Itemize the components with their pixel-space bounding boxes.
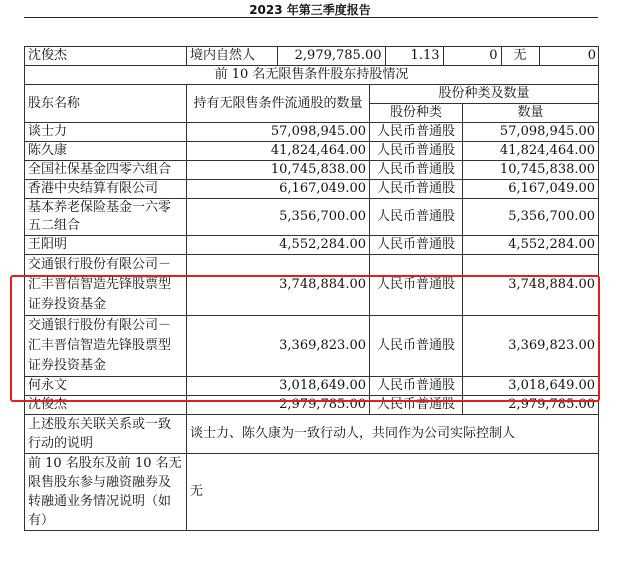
shareholder-name: 香港中央结算有限公司	[25, 180, 187, 199]
top-row	[25, 47, 599, 66]
shareholder-name: 交通银行股份有限公司－汇丰晋信智造先锋股票型证券投资基金	[25, 316, 187, 377]
unrestricted-qty: 5,356,700.00	[187, 199, 370, 236]
shareholder-name: 王阳明	[25, 236, 187, 255]
top-row-shares: 2,979,785.00	[277, 47, 385, 65]
top-row-restricted: 0	[443, 47, 501, 65]
report-title: 2023 年第三季度报告	[249, 3, 371, 17]
top-row-name: 沈俊杰	[25, 47, 187, 66]
unrestricted-qty: 3,018,649.00	[187, 377, 370, 396]
col-shareholder-header: 股东名称	[25, 85, 187, 123]
share-class: 人民币普通股	[370, 396, 463, 415]
top-row-type: 境内自然人	[187, 47, 277, 65]
table-row	[25, 199, 599, 236]
top-row-ratio: 1.13	[385, 47, 443, 65]
margin-trading-label: 前 10 名股东及前 10 名无限售股东参与融资融券及转融通业务情况说明（如有）	[25, 454, 187, 531]
unrestricted-qty: 10,745,838.00	[187, 161, 370, 180]
share-class: 人民币普通股	[370, 236, 463, 255]
shareholder-name: 沈俊杰	[25, 396, 187, 415]
share-amount: 57,098,945.00	[463, 123, 599, 142]
share-class: 人民币普通股	[370, 316, 463, 377]
column-header-row	[25, 85, 599, 104]
share-amount: 3,748,884.00	[463, 255, 599, 316]
margin-trading-text: 无	[187, 454, 599, 531]
shareholder-name: 何永文	[25, 377, 187, 396]
share-amount: 3,018,649.00	[463, 377, 599, 396]
col-share-class-header: 股份种类	[370, 104, 463, 123]
col-unrestricted-header: 持有无限售条件流通股的数量	[187, 85, 370, 123]
top-row-pledge-status: 无	[501, 47, 539, 65]
highlight-box	[10, 275, 600, 402]
unrestricted-qty: 3,369,823.00	[187, 316, 370, 377]
report-header	[0, 0, 620, 18]
margin-trading-row	[25, 454, 599, 531]
share-class: 人民币普通股	[370, 161, 463, 180]
col-share-class-group-header: 股份种类及数量	[370, 85, 599, 104]
unrestricted-qty: 41,824,464.00	[187, 142, 370, 161]
table-row	[25, 123, 599, 142]
share-amount: 3,369,823.00	[463, 316, 599, 377]
shareholder-name: 基本养老保险基金一六零五二组合	[25, 199, 187, 236]
share-amount: 2,979,785.00	[463, 396, 599, 415]
related-parties-row	[25, 415, 599, 454]
share-class: 人民币普通股	[370, 180, 463, 199]
unrestricted-qty: 2,979,785.00	[187, 396, 370, 415]
share-amount: 4,552,284.00	[463, 236, 599, 255]
share-class: 人民币普通股	[370, 199, 463, 236]
shareholder-name: 陈久康	[25, 142, 187, 161]
table-row	[25, 180, 599, 199]
section-title: 前 10 名无限售条件股东持股情况	[25, 66, 599, 85]
top-row-details	[187, 47, 599, 65]
unrestricted-qty: 4,552,284.00	[187, 236, 370, 255]
table-row	[25, 161, 599, 180]
share-amount: 5,356,700.00	[463, 199, 599, 236]
header-divider	[24, 17, 598, 18]
table-row	[25, 236, 599, 255]
unrestricted-qty: 6,167,049.00	[187, 180, 370, 199]
table-row	[25, 142, 599, 161]
col-quantity-header: 数量	[463, 104, 599, 123]
share-class: 人民币普通股	[370, 123, 463, 142]
shareholder-name: 交通银行股份有限公司－汇丰晋信智造先锋股票型证券投资基金	[25, 255, 187, 316]
share-amount: 10,745,838.00	[463, 161, 599, 180]
share-class: 人民币普通股	[370, 142, 463, 161]
top-row-pledge-qty: 0	[587, 48, 596, 63]
unrestricted-qty: 3,748,884.00	[187, 255, 370, 316]
section-title-row	[25, 66, 599, 85]
share-amount: 41,824,464.00	[463, 142, 599, 161]
share-amount: 6,167,049.00	[463, 180, 599, 199]
related-parties-text: 谈士力、陈久康为一致行动人，共同作为公司实际控制人	[187, 415, 599, 454]
shareholder-name: 全国社保基金四零六组合	[25, 161, 187, 180]
share-class: 人民币普通股	[370, 255, 463, 316]
share-class: 人民币普通股	[370, 377, 463, 396]
related-parties-label: 上述股东关联关系或一致行动的说明	[25, 415, 187, 454]
shareholder-name: 谈士力	[25, 123, 187, 142]
unrestricted-qty: 57,098,945.00	[187, 123, 370, 142]
